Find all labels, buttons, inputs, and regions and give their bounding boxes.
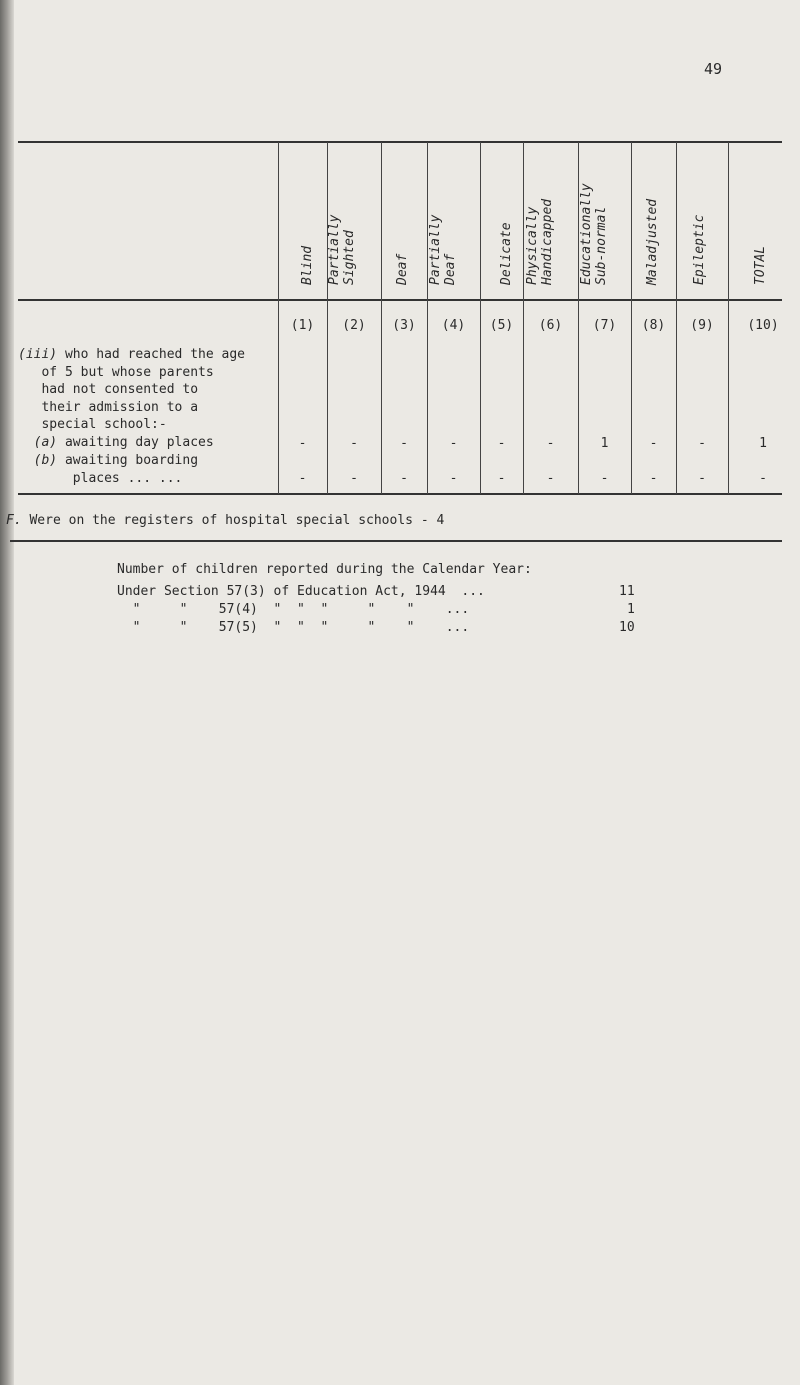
table-cell: - [649,436,658,451]
table-cell: - [497,436,506,451]
table-cell: - [759,471,767,486]
table-header-rule [18,299,782,301]
table-cell: - [350,471,358,486]
column-number: (6) [538,318,563,333]
table-cell: - [400,436,408,451]
row-label-awaiting-day-places: (a) awaiting day places [33,435,214,450]
summary-heading: Number of children reported during the Calendar Year: [117,562,532,577]
column-header-blind: Blind [300,245,315,285]
row-label-intro: (iii) who had reached the age of 5 but whose parents had not consented to their admission to a special school:- [18,347,245,432]
table-cell: - [546,471,555,486]
column-number: (3) [392,318,416,333]
table-bottom-rule [18,493,782,495]
table-cell: - [298,471,307,486]
table-cell: - [350,436,358,451]
column-header-educationally-subnormal: Educationally Sub-normal [579,183,609,285]
page-spine-edge [0,0,14,1385]
table-cell: - [497,471,506,486]
column-header-partially-sighted: Partially Sighted [327,214,357,285]
column-number: (1) [290,318,315,333]
summary-line: Under Section 57(3) of Education Act, 1944 ... 11 [117,584,635,599]
column-number: (2) [342,318,366,333]
table-cell: - [449,436,458,451]
column-number: (4) [441,318,466,333]
summary-line: " " 57(5) " " " " " ... 10 [117,620,635,635]
table-top-rule [18,141,782,143]
table-cell: - [698,436,706,451]
column-number: (9) [690,318,714,333]
column-header-physically-handicapped: Physically Handicapped [525,198,555,285]
column-number: (10) [747,318,779,333]
column-number: (8) [641,318,666,333]
hospital-schools-note: F. Were on the registers of hospital special schools - 4 [6,513,445,528]
column-header-total: TOTAL [753,245,768,285]
column-header-deaf: Deaf [395,253,410,285]
page-number: 49 [704,60,723,78]
row-label-mark: (iii) [18,347,58,362]
table-cell: - [400,471,408,486]
table-cell: - [449,471,458,486]
table-cell: - [298,436,307,451]
column-header-maladjusted: Maladjusted [645,198,660,285]
table-cell: 1 [759,436,767,451]
column-number: (7) [592,318,617,333]
table-cell: - [649,471,658,486]
table-cell: 1 [600,436,609,451]
column-header-epileptic: Epileptic [692,214,707,285]
column-header-partially-deaf: Partially Deaf [428,214,458,285]
table-cell: - [546,436,555,451]
column-header-delicate: Delicate [499,222,514,285]
column-number: (5) [489,318,514,333]
table-cell: - [600,471,609,486]
section-divider-rule [10,540,782,542]
row-label-awaiting-boarding-places: (b) awaiting boarding places ... ... [33,453,199,486]
summary-line: " " 57(4) " " " " " ... 1 [117,602,635,617]
table-cell: - [698,471,706,486]
